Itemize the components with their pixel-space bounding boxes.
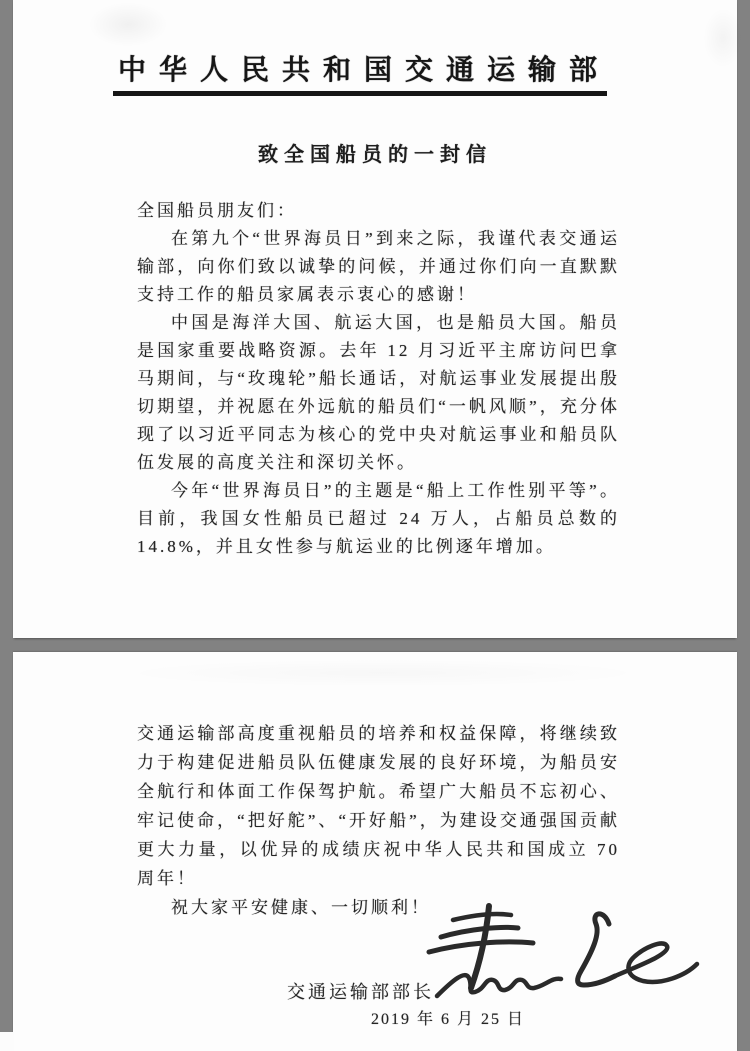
- scan-smudge: [133, 660, 633, 686]
- paragraph: 交通运输部高度重视船员的培养和权益保障，将继续致力于构建促进船员队伍健康发展的良好环境，为船员安全航行和体面工作保驾护航。希望广大船员不忘初心、牢记使命，“把好舵”、“开好船”，为建设交通强国贡献更大力量，以优异的成绩庆祝中华人民共和国成立 70 周年！: [137, 724, 620, 888]
- letter-body-page-1: [137, 197, 620, 561]
- paragraph: 在第九个“世界海员日”到来之际，我谨代表交通运输部，向你们致以诚挚的问候，并通过你们向一直默默支持工作的船员家属表示衷心的感谢！: [137, 229, 620, 304]
- scan-smudge: [88, 2, 168, 47]
- wish-line: 祝大家平安健康、一切顺利！: [171, 898, 431, 917]
- minister-handwritten-signature-icon: [423, 902, 713, 1004]
- scan-edge-artifact: [0, 1032, 14, 1051]
- signer-title: 交通运输部部长: [287, 982, 434, 1002]
- letter-page-1: [13, 0, 737, 638]
- ministry-masthead: 中华人民共和国交通运输部: [117, 55, 610, 86]
- paragraph: 今年“世界海员日”的主题是“船上工作性别平等”。目前，我国女性船员已超过 24 万人，占船员总数的 14.8%，并且女性参与航运业的比例逐年增加。: [137, 481, 620, 556]
- masthead-rule: [113, 91, 607, 96]
- letter-date: 2019 年 6 月 25 日: [371, 1011, 526, 1028]
- salutation: 全国船员朋友们：: [137, 201, 297, 220]
- letter-title: 致全国船员的一封信: [258, 144, 492, 166]
- paragraph: 中国是海洋大国、航运大国，也是船员大国。船员是国家重要战略资源。去年 12 月习近平主席访问巴拿马期间，与“玫瑰轮”船长通话，对航运事业发展提出殷切期望，并祝愿在外远航的船员们“一帆风顺”，充分体现了以习近平同志为核心的党中央对航运事业和船员队伍发展的高度关注和深切关怀。: [137, 313, 620, 472]
- letter-body-page-2: [137, 719, 620, 922]
- letter-page-2: [13, 652, 737, 1051]
- scan-smudge: [703, 8, 743, 68]
